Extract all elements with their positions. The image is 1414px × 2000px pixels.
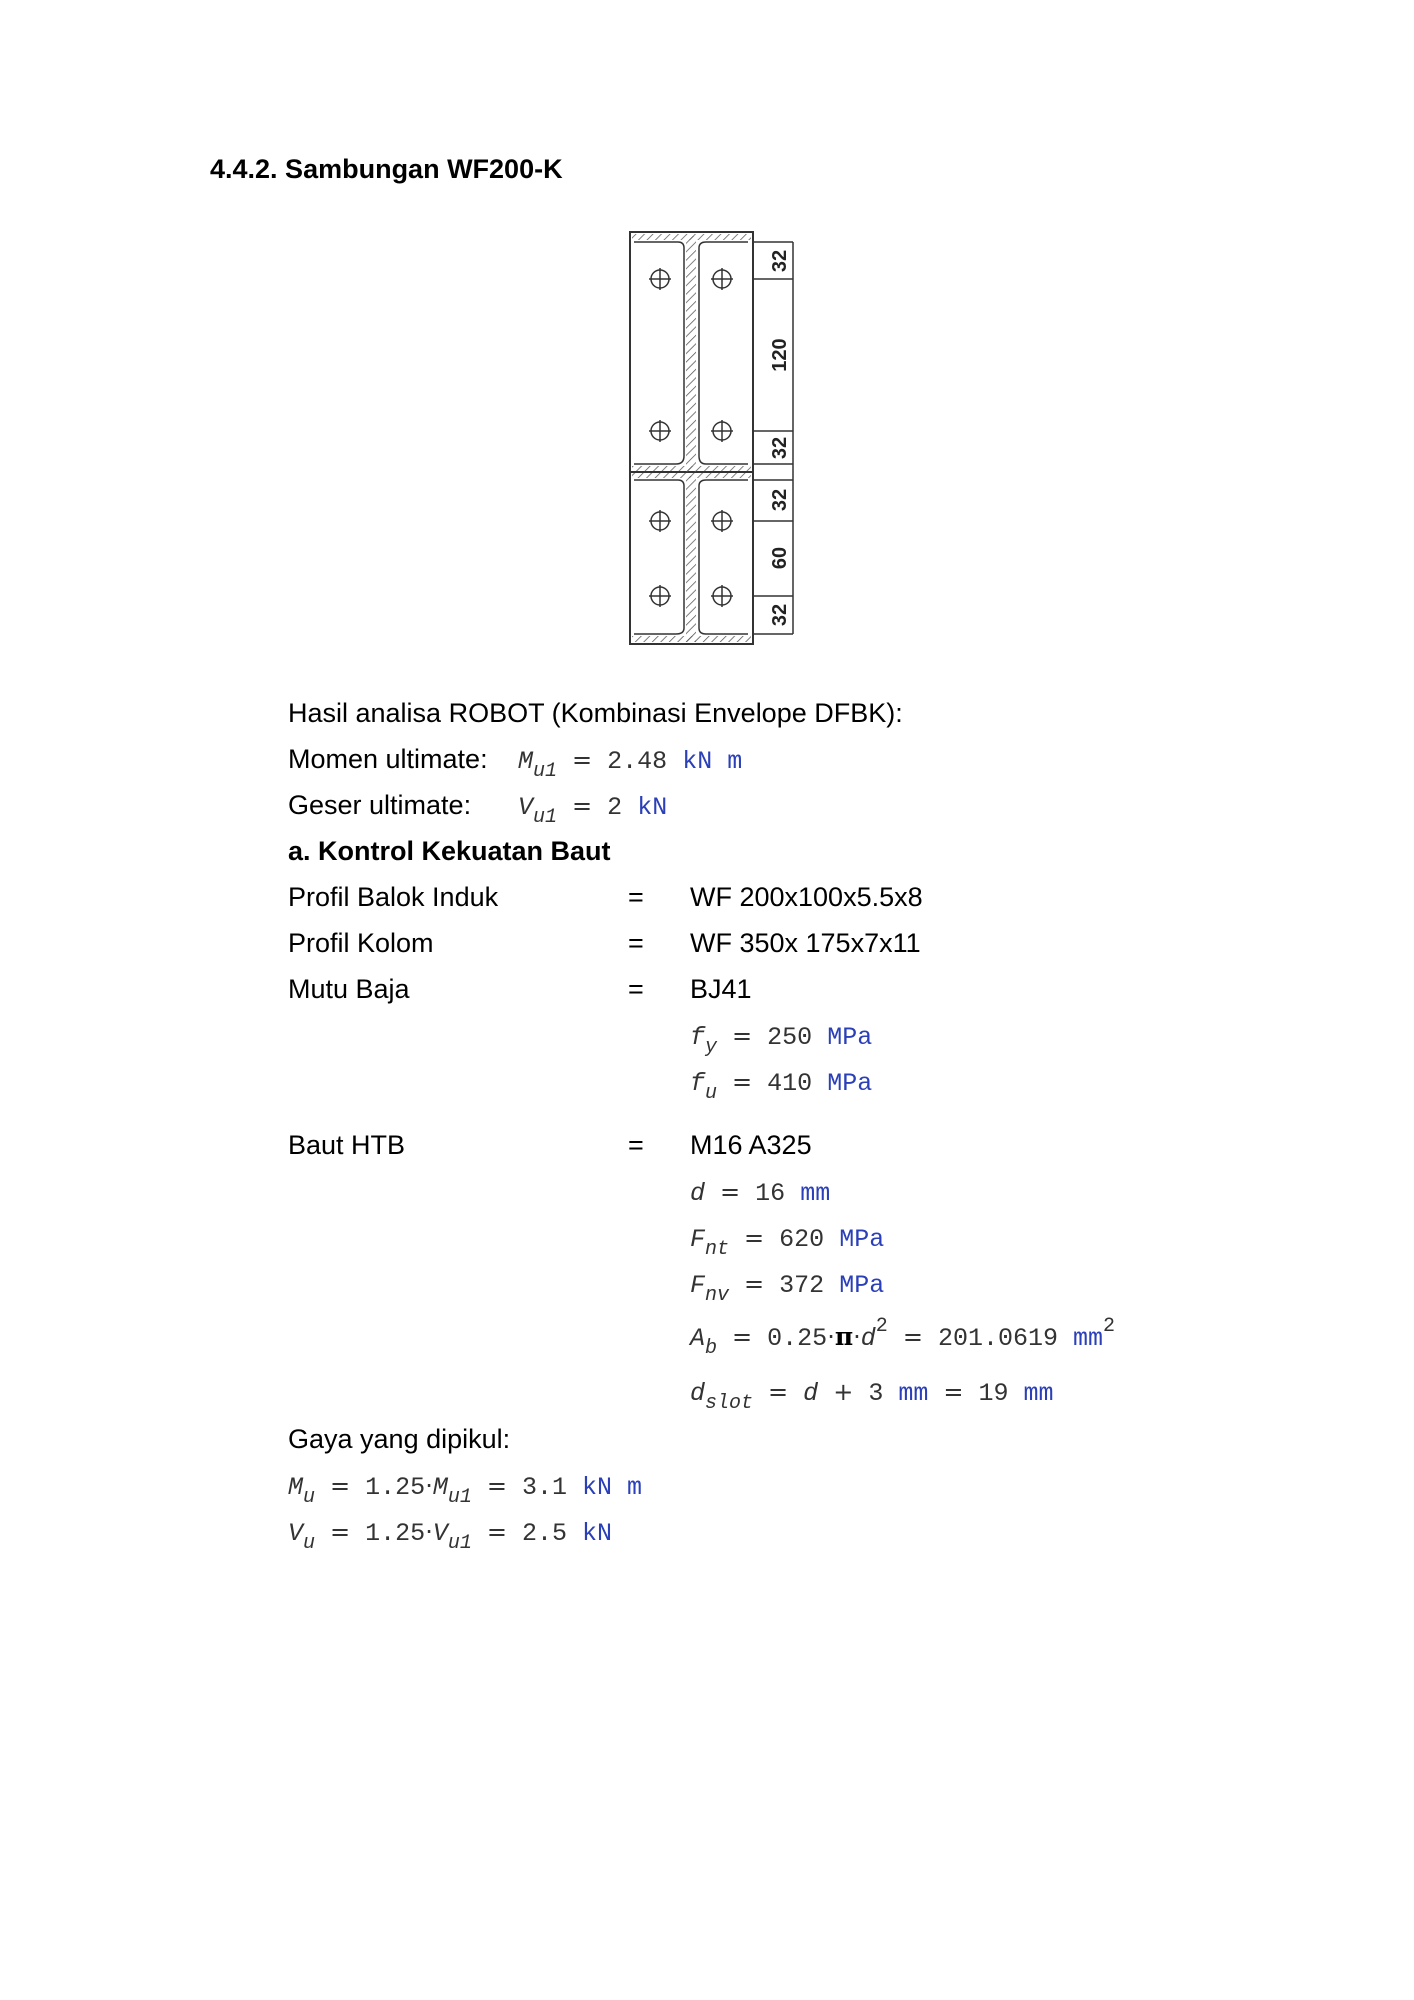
section-title: 4.4.2. Sambungan WF200-K: [210, 154, 563, 184]
dslot-formula: $d_{slot} = d + 3$ mm = 19 mm: [690, 1378, 1054, 1415]
slot-result: 19: [978, 1379, 1009, 1408]
ab-coef: 0.25: [767, 1324, 828, 1353]
row-eq: =: [628, 974, 644, 1004]
moment-value: 2.48: [607, 747, 668, 776]
moment-label: Momen ultimate:: [288, 744, 488, 774]
slot-unit: mm: [1023, 1379, 1054, 1408]
mu-result: 3.1: [522, 1473, 568, 1502]
dim-label-4: 32: [769, 488, 791, 512]
d-unit: mm: [800, 1179, 831, 1208]
row-value: WF 200x100x5.5x8: [690, 882, 923, 912]
fu-unit: MPa: [827, 1069, 873, 1098]
fu-formula: $f_u = 410$ MPa: [690, 1068, 873, 1105]
fnv-unit: MPa: [839, 1271, 885, 1300]
row-value: WF 350x 175x7x11: [690, 928, 921, 958]
vu-formula: $V_u = 1.25\cdot V_{u1} = 2.5$ kN: [288, 1518, 613, 1555]
row-label: Baut HTB: [288, 1130, 406, 1160]
analysis-heading: Hasil analisa ROBOT (Kombinasi Envelope DFBK):: [288, 698, 903, 728]
vu-unit: kN: [582, 1519, 613, 1548]
fnv-value: 372: [779, 1271, 825, 1300]
row-eq: =: [628, 928, 644, 958]
vu-factor: 1.25: [365, 1519, 426, 1548]
dim-label-3: 32: [769, 436, 791, 460]
dim-label-2: 120: [769, 338, 791, 372]
fy-unit: MPa: [827, 1023, 873, 1052]
mu-factor: 1.25: [365, 1473, 426, 1502]
ab-unit: mm: [1073, 1324, 1104, 1353]
fnv-formula: $F_{nv} = 372$ MPa: [690, 1270, 885, 1307]
mu-formula: $M_u = 1.25\cdot M_{u1} = 3.1$ kN m: [288, 1472, 643, 1509]
fy-formula: $f_y = 250$ MPa: [690, 1022, 873, 1059]
shear-label: Geser ultimate:: [288, 790, 472, 820]
fu-value: 410: [767, 1069, 813, 1098]
row-value: M16 A325: [690, 1130, 812, 1160]
shear-value: 2: [607, 793, 623, 822]
row-label: Mutu Baja: [288, 974, 410, 1004]
moment-formula: $M_{u1} = 2.48$ kN m: [518, 746, 743, 783]
slot-add: 3: [868, 1379, 884, 1408]
row-label: Profil Balok Induk: [288, 882, 499, 912]
fnt-value: 620: [779, 1225, 825, 1254]
slot-add-unit: mm: [898, 1379, 929, 1408]
shear-formula: $V_{u1} = 2$ kN: [518, 792, 668, 829]
dim-label-5: 60: [769, 546, 791, 570]
mu-unit: kN m: [582, 1473, 643, 1502]
shear-unit: kN: [637, 793, 668, 822]
row-value: BJ41: [690, 974, 752, 1004]
d-formula: d = 16 mm: [690, 1178, 831, 1208]
vu-result: 2.5: [522, 1519, 568, 1548]
fnt-unit: MPa: [839, 1225, 885, 1254]
ab-formula: $A_b = 0.25\cdot\pi\cdot d^2 = 201.0619$ $mm^2$: [690, 1315, 1116, 1360]
ab-result: 201.0619: [937, 1324, 1058, 1353]
row-eq: =: [628, 1130, 644, 1160]
fy-value: 250: [767, 1023, 813, 1052]
d-value: 16: [755, 1179, 786, 1208]
moment-unit: kN m: [682, 747, 743, 776]
forces-heading: Gaya yang dipikul:: [288, 1424, 511, 1454]
dim-label-1: 32: [769, 249, 791, 273]
dim-label-6: 32: [769, 603, 791, 627]
row-eq: =: [628, 882, 644, 912]
row-label: Profil Kolom: [288, 928, 434, 958]
subsection-a-heading: a. Kontrol Kekuatan Baut: [288, 836, 611, 866]
fnt-formula: $F_{nt} = 620$ MPa: [690, 1224, 885, 1261]
connection-drawing: [620, 224, 810, 654]
